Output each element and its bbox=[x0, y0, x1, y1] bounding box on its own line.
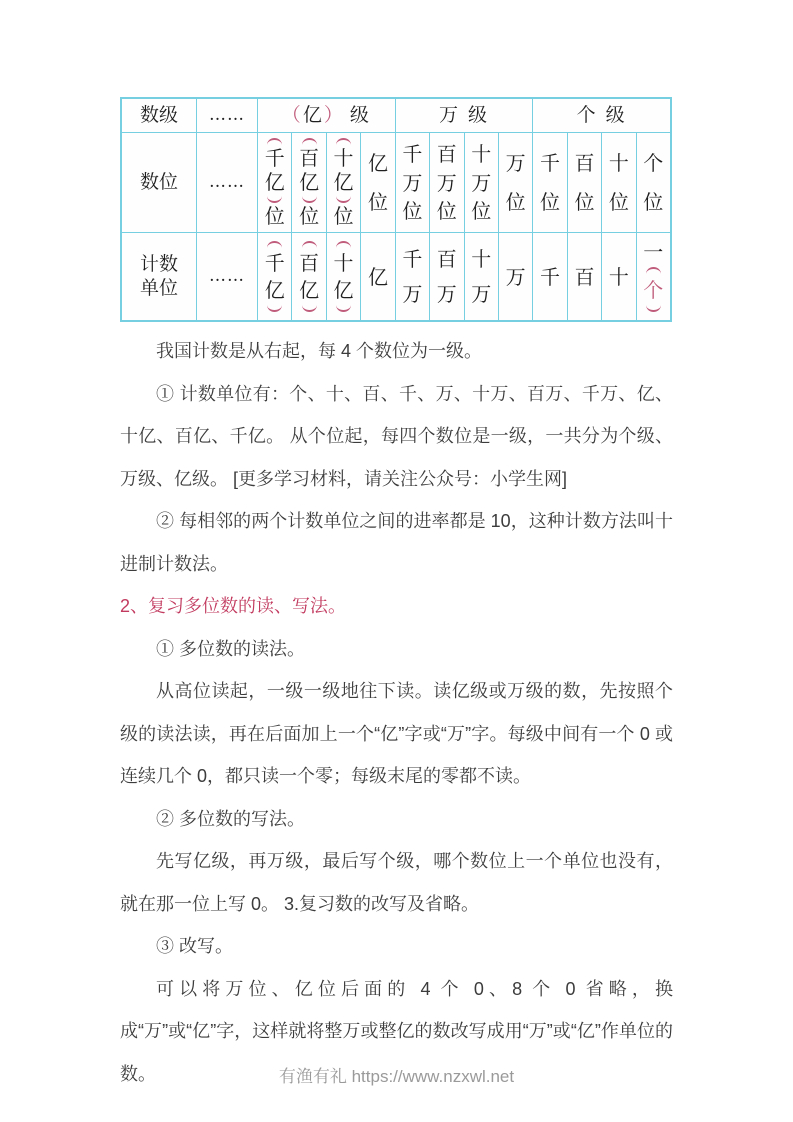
paren-arc-close bbox=[336, 305, 351, 312]
table-char: 十 bbox=[608, 151, 629, 176]
paragraph: ① 计数单位有：个、十、百、千、万、十万、百万、千万、亿、十亿、百亿、千亿。 从个位起，每四个数位是一级，一共分为个级、万级、亿级。 [更多学习材料，请关注公众号：小学生网] bbox=[120, 383, 673, 489]
row-label-digit-places: 数位 bbox=[122, 133, 196, 232]
counting-unit-cell bbox=[430, 233, 463, 320]
digit-place-cell bbox=[637, 133, 670, 232]
table-char: 百 bbox=[574, 151, 595, 176]
paren-arc-close bbox=[302, 305, 317, 312]
counting-unit-cell bbox=[465, 233, 498, 320]
row-label-counting-units bbox=[122, 233, 196, 320]
paragraph: 我国计数是从右起，每 4 个数位为一级。 bbox=[156, 341, 483, 361]
table-ellipsis: …… bbox=[197, 99, 257, 132]
table-char: 亿 bbox=[333, 277, 354, 302]
document-body bbox=[120, 330, 673, 1095]
table-char: 万 bbox=[436, 170, 457, 195]
digit-place-cell bbox=[499, 133, 532, 232]
table-char: 位 bbox=[574, 189, 595, 214]
paren-arc-open bbox=[267, 241, 282, 248]
table-char: 亿 bbox=[333, 170, 354, 195]
group-core: 亿 bbox=[302, 104, 324, 127]
paragraph: ② 每相邻的两个计数单位之间的进率都是 10，这种计数方法叫十进制计数法。 bbox=[120, 511, 673, 574]
table-char: 万 bbox=[471, 170, 492, 195]
digit-place-cell bbox=[465, 133, 498, 232]
paren-arc-open bbox=[336, 138, 351, 145]
paragraph: ② 多位数的写法。 bbox=[156, 808, 306, 829]
table-char: 百 bbox=[436, 141, 457, 166]
paren-arc-close bbox=[302, 196, 317, 203]
table-char: 个 bbox=[643, 151, 664, 176]
table-char: 位 bbox=[333, 203, 354, 228]
paragraph: ① 多位数的读法。 bbox=[156, 638, 306, 659]
table-char: 位 bbox=[540, 189, 561, 214]
table-char: 千 bbox=[540, 264, 561, 289]
digit-place-cell bbox=[361, 133, 394, 232]
group-suffix: 级 bbox=[349, 104, 371, 127]
table-group-ge-level: 个 级 bbox=[533, 99, 670, 132]
table-char: 万 bbox=[402, 170, 423, 195]
paren-close: ） bbox=[323, 104, 345, 127]
table-ellipsis: …… bbox=[197, 133, 257, 232]
row-label-line: 单位 bbox=[139, 276, 178, 299]
table-char: 十 bbox=[608, 264, 629, 289]
table-char: 百 bbox=[299, 146, 320, 171]
digit-place-cell bbox=[327, 133, 360, 232]
table-char: 千 bbox=[264, 146, 285, 171]
table-char: 百 bbox=[436, 247, 457, 272]
paren-arc-open bbox=[646, 267, 661, 274]
counting-unit-cell bbox=[602, 233, 635, 320]
paren-open: （ bbox=[281, 104, 303, 127]
table-char: 位 bbox=[436, 199, 457, 224]
table-char: 十 bbox=[471, 141, 492, 166]
table-char: 位 bbox=[643, 189, 664, 214]
digit-place-cell bbox=[533, 133, 566, 232]
paren-arc-open bbox=[302, 241, 317, 248]
counting-unit-cell bbox=[327, 233, 360, 320]
paren-arc-open bbox=[267, 138, 282, 145]
table-char: 千 bbox=[402, 141, 423, 166]
digit-place-cell bbox=[602, 133, 635, 232]
table-char: 亿 bbox=[367, 151, 388, 176]
digit-place-cell bbox=[396, 133, 429, 232]
table-char: 百 bbox=[299, 251, 320, 276]
place-value-table bbox=[120, 97, 672, 322]
table-char: 千 bbox=[540, 151, 561, 176]
paragraph: 先写亿级，再万级，最后写个级，哪个数位上一个单位也没有，就在那一位上写 0。 3.复习数的改写及省略。 bbox=[120, 851, 673, 914]
table-group-yi-level bbox=[258, 99, 395, 132]
table-char: 位 bbox=[402, 199, 423, 224]
table-char: 万 bbox=[505, 264, 526, 289]
table-char: 万 bbox=[402, 281, 423, 306]
footer-credit: 有渔有礼 https://www.nzxwl.net bbox=[278, 1067, 515, 1086]
table-char: 一 bbox=[643, 239, 664, 264]
digit-place-cell bbox=[568, 133, 601, 232]
table-char: 位 bbox=[367, 189, 388, 214]
table-char: 亿 bbox=[299, 277, 320, 302]
paren-arc-close bbox=[267, 196, 282, 203]
paragraph: 从高位读起，一级一级地往下读。读亿级或万级的数，先按照个级的读法读，再在后面加上一个“亿”字或“万”字。每级中间有一个 0 或连续几个 0，都只读一个零；每级末尾的零都不读。 bbox=[120, 681, 673, 786]
table-char: 位 bbox=[608, 189, 629, 214]
table-char: 亿 bbox=[264, 277, 285, 302]
paren-arc-open bbox=[336, 241, 351, 248]
counting-unit-cell bbox=[292, 233, 325, 320]
table-char: 亿 bbox=[299, 170, 320, 195]
table-char: 个 bbox=[643, 277, 664, 302]
counting-unit-cell bbox=[533, 233, 566, 320]
table-group-wan-level: 万 级 bbox=[396, 99, 533, 132]
table-char: 万 bbox=[505, 151, 526, 176]
paren-arc-open bbox=[302, 138, 317, 145]
row-label-line: 计数 bbox=[139, 252, 178, 275]
counting-unit-cell bbox=[637, 233, 670, 320]
table-char: 千 bbox=[402, 247, 423, 272]
table-corner-label: 数级 bbox=[122, 99, 196, 132]
table-char: 位 bbox=[299, 203, 320, 228]
table-char: 万 bbox=[436, 281, 457, 306]
table-char: 十 bbox=[333, 146, 354, 171]
paragraph: 可以将万位、亿位后面的 4 个 0、8 个 0 省略，换成“万”或“亿”字，这样就将整万或整亿的数改写成用“万”或“亿”作单位的数。 bbox=[120, 978, 673, 1084]
section-heading: 2、复习多位数的读、写法。 bbox=[120, 596, 347, 616]
digit-place-cell bbox=[430, 133, 463, 232]
table-char: 十 bbox=[471, 247, 492, 272]
table-char: 位 bbox=[505, 189, 526, 214]
counting-unit-cell bbox=[396, 233, 429, 320]
table-char: 亿 bbox=[367, 264, 388, 289]
paren-arc-close bbox=[646, 305, 661, 312]
table-char: 位 bbox=[264, 203, 285, 228]
paren-arc-close bbox=[267, 305, 282, 312]
counting-unit-cell bbox=[568, 233, 601, 320]
digit-place-cell bbox=[292, 133, 325, 232]
digit-place-cell bbox=[258, 133, 291, 232]
paren-arc-close bbox=[336, 196, 351, 203]
table-char: 万 bbox=[471, 281, 492, 306]
table-char: 亿 bbox=[264, 170, 285, 195]
table-char: 千 bbox=[264, 251, 285, 276]
counting-unit-cell bbox=[361, 233, 394, 320]
table-char: 位 bbox=[471, 199, 492, 224]
table-char: 十 bbox=[333, 251, 354, 276]
counting-unit-cell bbox=[499, 233, 532, 320]
table-ellipsis: …… bbox=[197, 233, 257, 320]
counting-unit-cell bbox=[258, 233, 291, 320]
table-char: 百 bbox=[574, 264, 595, 289]
paragraph: ③ 改写。 bbox=[156, 936, 234, 956]
